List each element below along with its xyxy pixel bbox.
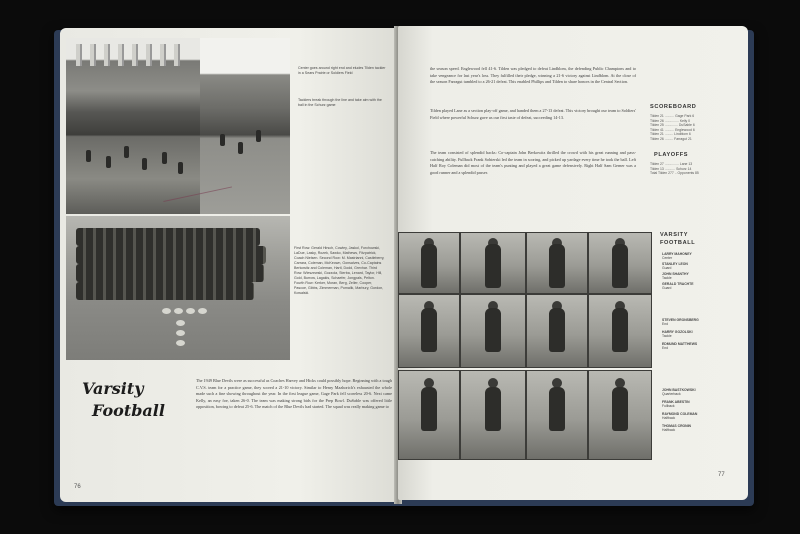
right-body-top: the season speed. Englewood fell 41-6. Tilden was pledged to defeat Lindblom, the defending Public Champions and to take vengeance for last year's loss. They fulfilled their pledge, winning a 21-6 victory against Lindblom. At the close of the season Farragut tumbled to a 26-21 defeat. This enabled Phillips and Tilden to share honors in the Central Section. [430,66,636,85]
score-line: Tilden 21 .......... Gage Park 6 [650,114,695,118]
right-body-low: The team consisted of splendid backs: Co-captain John Berkowitz thrilled the crowd with his great running and pass-catching ability. Fullback Frank Sobierski led the team in scoring, and picked up yardage every time he took the ball. Left Half Roy Coleman did most of the team's punting and played a great game defensively. Right Half Sam Gerner was a good runner and a splendid passer. [430,150,636,175]
roster-entry: RAYMOND COLEMAN Halfback [662,412,698,421]
player-photo [398,232,460,294]
roster-entry: FRANK ABESTIN Fullback [662,400,690,409]
player-photo [398,370,460,460]
player-photo [460,232,526,294]
scoreboard-heading: SCOREBOARD [650,104,697,110]
playoffs-list [650,162,730,176]
roster-entry: LARRY MAHONEY Center [662,252,692,261]
playoff-line: Total Tilden 277 .. Opponents 85 [650,171,699,176]
roster-entry: GERALD TRACHTE Guard [662,282,694,291]
player-photo [588,232,652,294]
roster-entry: STANLEY LEON Guard [662,262,688,271]
playoff-line: Tilden 13 ........... Schurz 14 [650,166,692,171]
title-line-2: Football [92,401,165,420]
score-line: Tilden 21 ......... Lindblom 6 [650,132,691,137]
section-title [82,378,172,422]
score-line: Tilden 41 .......... Englewood 6 [650,127,695,132]
title-line-1: Varsity [82,379,144,398]
playoff-line: Tilden 27 ............... Lane 13 [650,162,693,166]
varsity-heading-2: FOOTBALL [660,240,696,246]
player-photo [526,370,588,460]
score-line: Tilden 26 ......... Farragut 21 [650,136,692,141]
score-line: Tilden 25 .............. DuSable 6 [650,123,695,128]
scoreboard-list [650,114,730,142]
playoffs-heading: PLAYOFFS [654,152,689,158]
score-line: Tilden 26 ............... Kelly 0 [650,118,691,123]
photo-caption-1: Center goes around right end and eludes Tilden tackler in a Sears Prairie or Soldiers Field [298,66,386,75]
player-photo [588,294,652,368]
roster-entry: EDMUND MATTHEWS End [662,342,698,351]
right-body-mid: Tilden played Lane as a section play-off game, and handed them a 27-13 defeat. This victory brought our team to Soldiers' Field where powerful Schurz gave us our first taste of defeat, succeeding 14-13. [430,108,636,120]
team-photo [66,216,290,360]
left-page-number: 76 [74,484,81,490]
roster-entry: HARRY GOZOLSKI Tackle [662,330,693,339]
roster-entry: THOMAS CRONIN Halfback [662,424,692,433]
player-photo [526,232,588,294]
player-photo [398,294,460,368]
varsity-heading-1: VARSITY [660,232,689,238]
roster-entry: JOHN BASTKOWSKI Quarterback [662,388,696,397]
photo-caption-2: Tacklers break through the line and take aim with the ball in the Schurz game [298,98,382,107]
player-photo [526,294,588,368]
roster-entry: STEVEN GRONSBERG End [662,318,699,327]
left-body-text: The 1949 Blue Devils were as successful as Coaches Harvey and Hicks could possibly hope. Beginning with a tough C.V.S. team for a practice game, they scored a 21-10 victory. Similar to Henry Mazhorich's exhausted the whole made such a fine showing throughout the year. In the first league game, Gage Park fell scoreless 20-6. Next came Kelly, an easy foe, taken 26-0. The team was making strong bids for the Prep Bowl. DuSable was offered little opposition, bowing to defeat 25-6. The match of the Blue Devils had started. The squad was really making game to [196,378,392,410]
right-page-number: 77 [718,472,725,478]
player-photo [460,370,526,460]
player-photo [588,370,652,460]
player-photo [460,294,526,368]
roster-entry: JOHN SHANTHY Tackle [662,272,689,281]
team-caption: First Row: Gerald Hirsch, Cowley, Jaskol, Forchowski, LaDue, Lasky, Rozek, Sawko, Mathews, Fitzpatrick, Coach Nielsen. Second Row: M. Mastrianni, Castleberry, Carrara, Coleman, McKeown, Gonsalves, Co-Captains Berkowitz and Coleman, Hartl, Dodd, Grevhar. Third Row: Wieszewski, Gozzola, Sterba, Lenard, Taylor, Hill, Gold, Burrow, Lagakis, Schaefer, Jongpals, Pelton. Fourth Row: Kerker, Moran, Berg, Zeller, Cooper, Pascoe, Gibbs, Zimmerman, Pomalik, Marbury, Gordon, Kowalski. [294,246,385,295]
